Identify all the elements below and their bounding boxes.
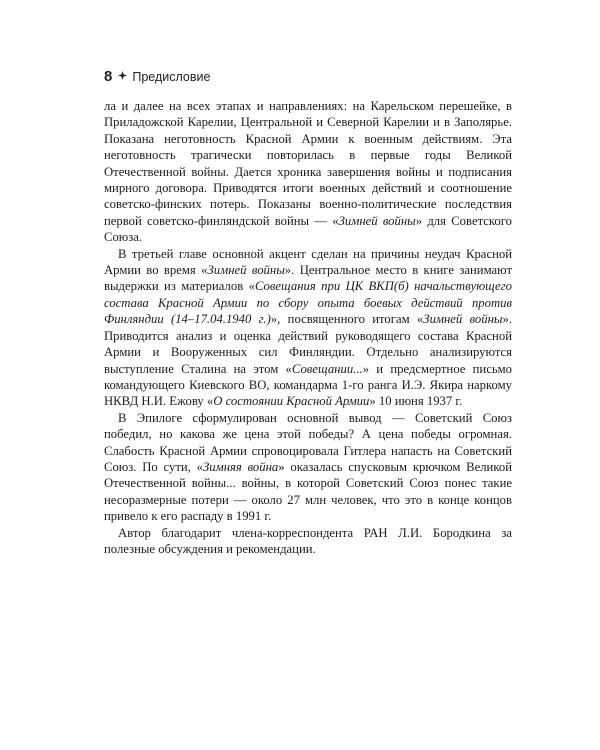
paragraph — [104, 410, 512, 525]
text-run: В третьей главе основной акцент сделан на причины неудач Красной Армии во время « — [104, 246, 512, 278]
text-run: », посвященного итогам « — [270, 312, 424, 327]
running-head — [104, 68, 210, 85]
four-point-star-icon — [118, 71, 127, 83]
text-run: ». Центральное место в книге занимают выдержки из материалов « — [104, 263, 513, 294]
italic-text: Зимней войны — [423, 312, 503, 327]
text-run: ». Приводится анализ и оценка действий руководящего состава Красной Армии и Вооруженных сил Финляндии. Отдельно анализируются выступление Сталина на этом « — [104, 312, 513, 376]
italic-text: Зимней войны — [338, 213, 416, 228]
text-run: » оказалась спусковым крючком Великой Отечественной войны... войны, в которой Советский Союз понес такие несоразмерные потери — около 27 млн человек, что это в конце концов привело к его распаду в 1991 г. — [104, 459, 512, 524]
italic-text: Совещании... — [291, 361, 363, 376]
paragraph — [104, 525, 512, 558]
text-run: Автор благодарит члена-корреспондента РАН Л.И. Бородкина за полезные обсуждения и рекомендации. — [104, 525, 512, 556]
paragraph — [104, 98, 512, 246]
text-run: » для Советского Союза. — [104, 213, 513, 245]
page-number: 8 — [104, 68, 113, 85]
text-run: » и предсмертное письмо командующего Киевского ВО, командарма 1-го ранга И.Э. Якира наркому НКВД Н.И. Ежову « — [104, 361, 512, 409]
italic-text: Совещания при ЦК ВКП(б) начальствующего состава Красной Армии по сбору опыта боевых действий против Финляндии (14–17.04.1940 г.) — [104, 279, 512, 327]
text-run: ла и далее на всех этапах и направлениях: на Карельском перешейке, в Приладожской Карелии, Центральной и Северной Карелии и в Заполярье. Показана неготовность Красной Армии к военным действиям. Эта неготовность трагически повторилась в первые годы Великой Отечественной войны. Дается хроника завершения войны и подписания мирного договора. Приводятся итоги военных действий и соотношение советско-финских потерь. Показаны военно-политические последствия первой советско-финляндской войны — « — [104, 99, 512, 228]
paragraph — [104, 246, 512, 410]
section-title: Предисловие — [132, 70, 211, 84]
text-run: В Эпилоге сформулирован основной вывод — Советский Союз победил, но какова же цена этой победы? А цена победы огромная. Слабость Красной Армии спровоцировала Гитлера напасть на Советский Союз. По сути, « — [104, 410, 512, 474]
italic-text: Зимняя война — [202, 459, 279, 474]
italic-text: О состоянии Красной Армии — [213, 394, 370, 409]
body-text — [104, 98, 512, 557]
italic-text: Зимней войны — [207, 263, 285, 278]
text-run: » 10 июня 1937 г. — [369, 394, 463, 409]
